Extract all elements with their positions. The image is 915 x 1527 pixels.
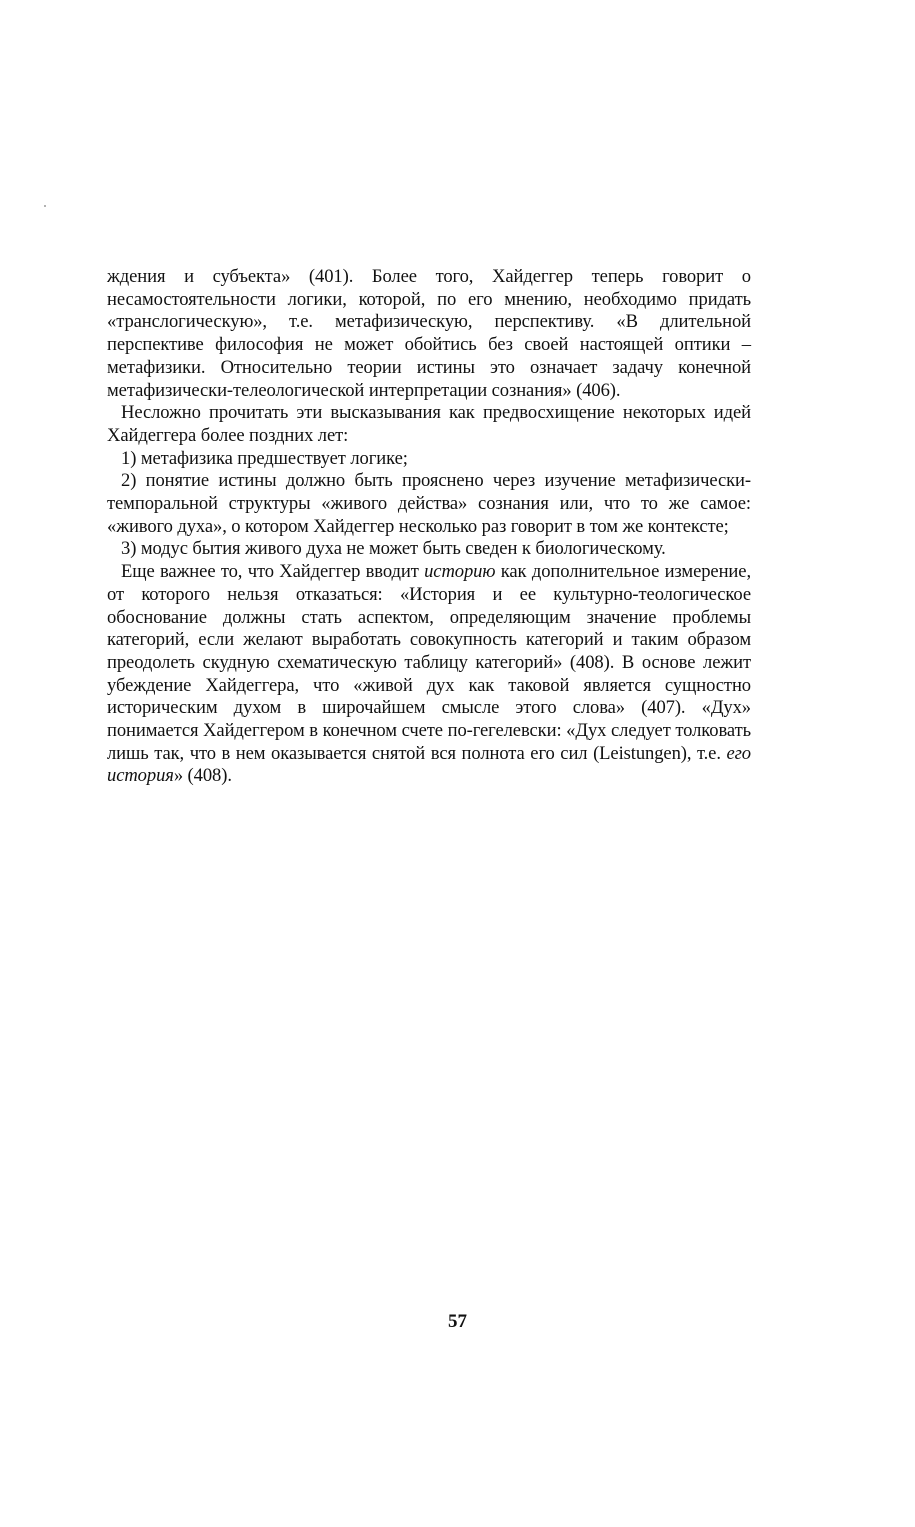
text-run: 2) понятие истины должно быть прояснено через изучение метафизически-темпоральной структуры «живого действа» сознания или, что то же самое: «живого духа», о котором Хайдеггер несколько раз говорит в том же контексте; bbox=[107, 470, 751, 537]
list-item bbox=[107, 538, 751, 561]
italic-term: историю bbox=[424, 561, 496, 583]
body-text bbox=[107, 266, 751, 788]
text-run: 1) метафизика предшествует логике; bbox=[121, 447, 408, 469]
text-run: ждения и субъекта» (401). Более того, Хайдеггер теперь говорит о несамостоятельности логики, которой, по его мнению, необходимо придать «транслогическую», т.е. метафизическую, перспективу. «В длительной перспективе философия не может обойтись без своей настоящей оптики – метафизики. Относительно теории истины это означает задачу конечной метафизически-телеологической интерпретации сознания» (406). bbox=[107, 266, 751, 401]
italic-term: его история bbox=[107, 742, 751, 787]
paragraph bbox=[107, 402, 751, 447]
list-item bbox=[107, 448, 751, 471]
text-run: Несложно прочитать эти высказывания как предвосхищение некоторых идей Хайдеггера более поздних лет: bbox=[107, 402, 751, 446]
scan-speck bbox=[44, 205, 46, 207]
paragraph-continuation bbox=[107, 266, 751, 402]
text-run: Еще важнее то, что Хайдеггер вводит bbox=[121, 561, 425, 583]
text-run: 3) модус бытия живого духа не может быть сведен к биологическому. bbox=[121, 538, 666, 560]
text-run: как дополнительное измерение, от которого нельзя отказаться: «История и ее культурно-теологическое обоснование должны стать аспектом, определяющим значение проблемы категорий, если желают выработать совокупность категорий и таким образом преодолеть скудную схематическую таблицу категорий» (408). В основе лежит убеждение Хайдеггера, что «живой дух как таковой является сущностно историческим духом в широчайшем смысле этого слова» (407). «Дух» понимается Хайдеггером в конечном счете по-гегелевски: «Дух следует толковать лишь так, что в нем оказывается снятой вся полнота его сил (Leistungen), т.е. bbox=[107, 561, 751, 764]
text-run: » (408). bbox=[173, 765, 232, 787]
paragraph bbox=[107, 561, 751, 788]
list-item bbox=[107, 470, 751, 538]
page-number: 57 bbox=[448, 1311, 467, 1332]
